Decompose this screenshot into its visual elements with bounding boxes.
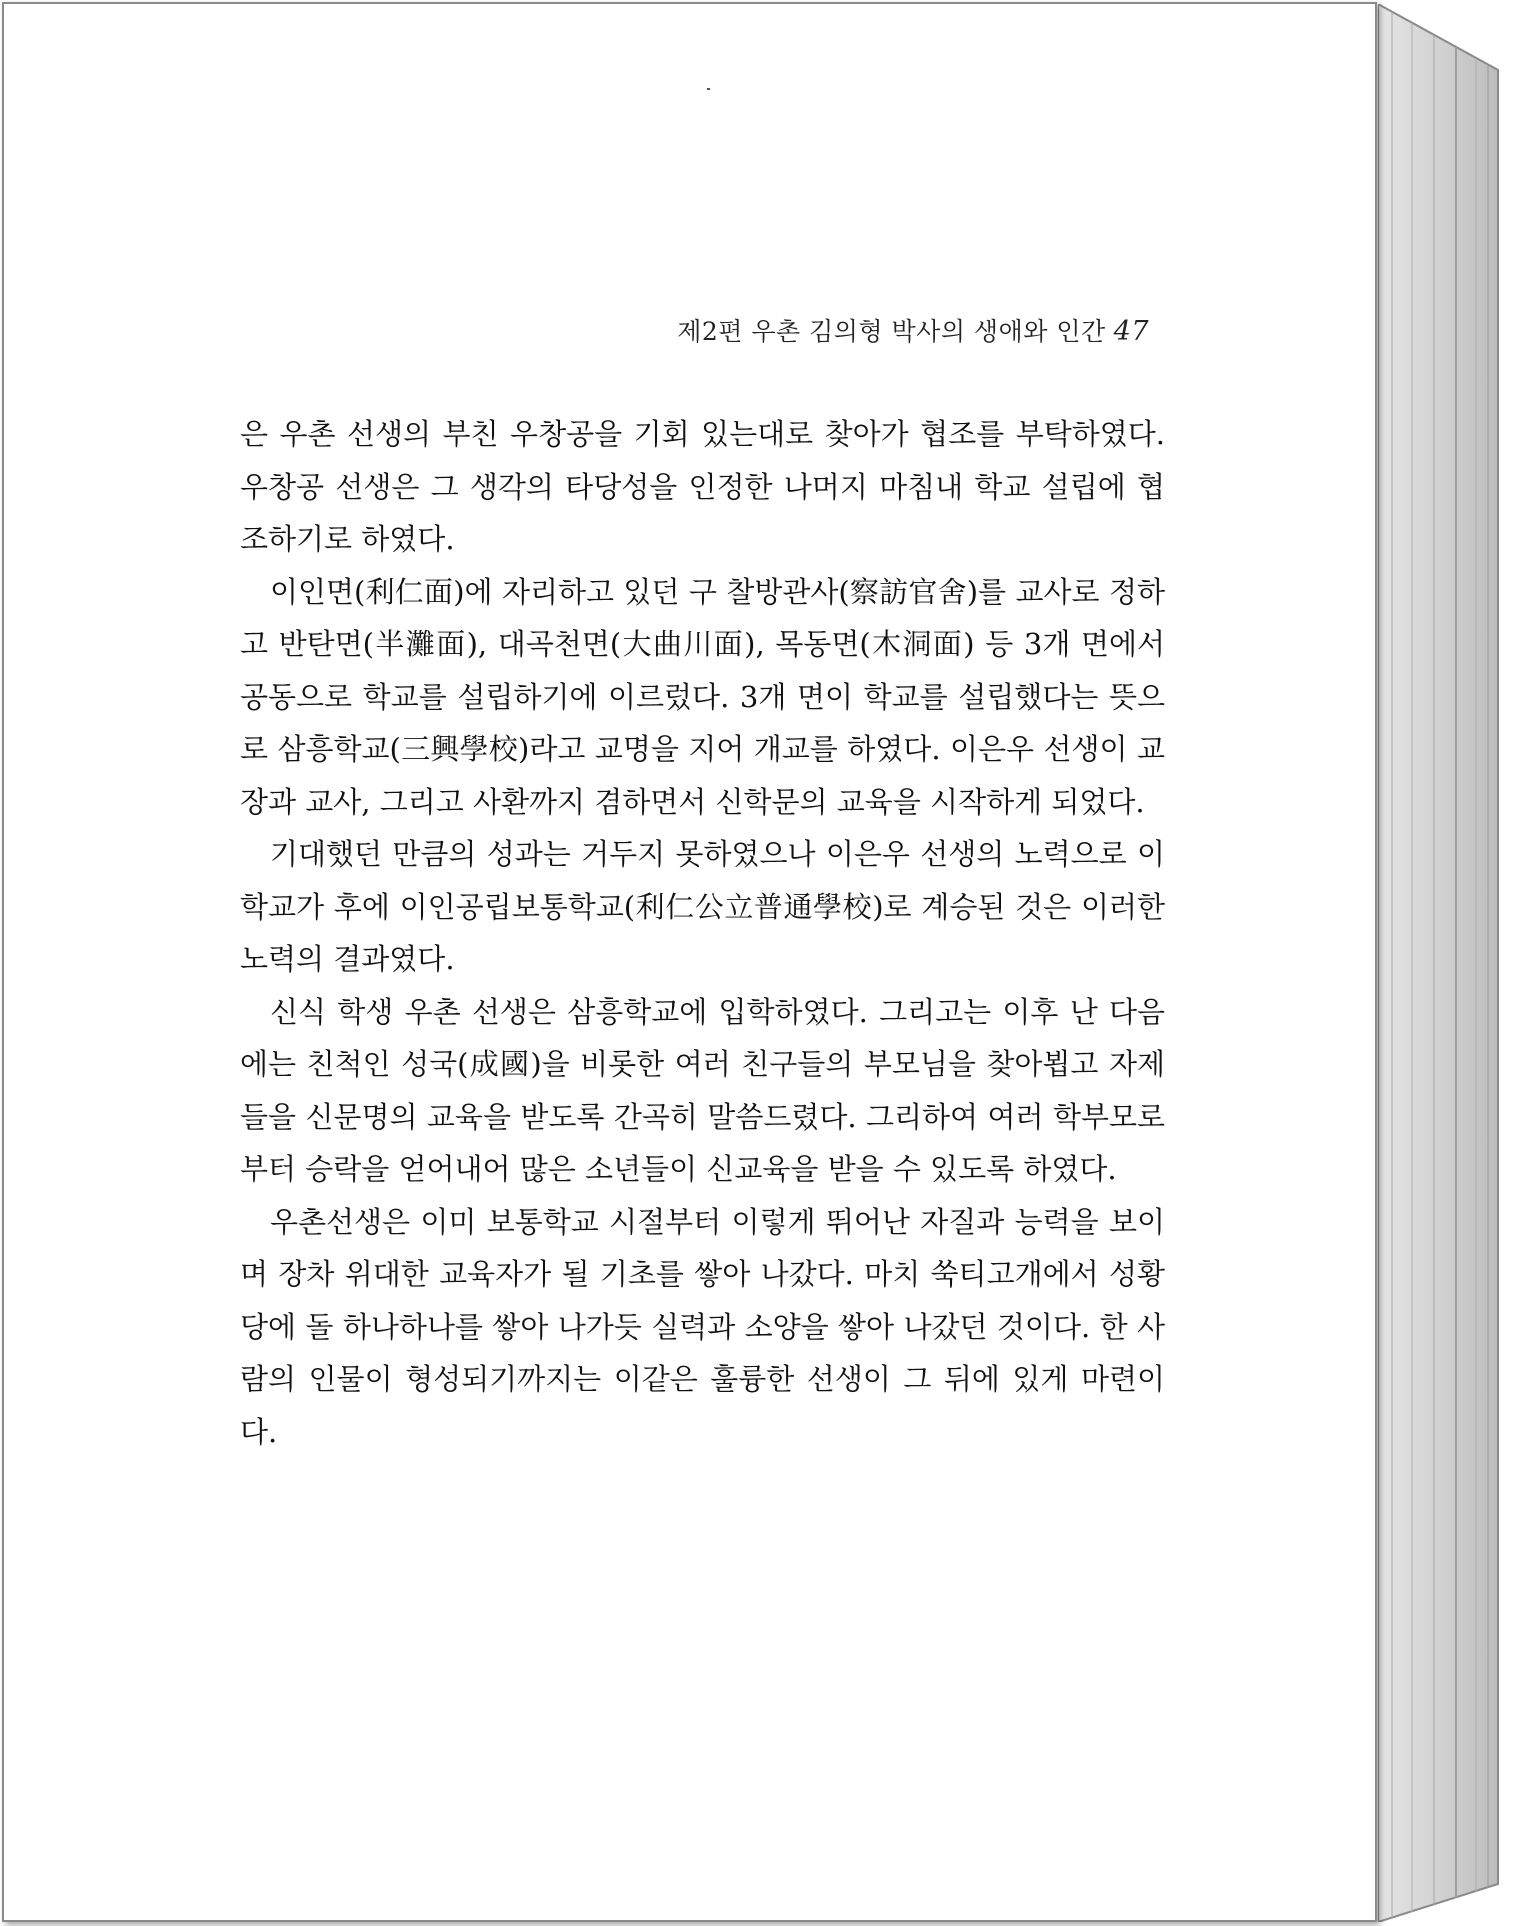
- page-number: 47: [1113, 316, 1149, 347]
- book-page: [2, 2, 1377, 1922]
- paragraph-2: 이인면(利仁面)에 자리하고 있던 구 찰방관사(察訪官舍)를 교사로 정하고 반탄면(半灘面), 대곡천면(大曲川面), 목동면(木洞面) 등 3개 면에서 공동으로 학교를 설립하기에 이르렀다. 3개 면이 학교를 설립했다는 뜻으로 삼흥학교(三興學校)라고 교명을 지어 개교를 하였다. 이은우 선생이 교장과 교사, 그리고 사환까지 겸하면서 신학문의 교육을 시작하게 되었다.: [240, 574, 1165, 819]
- running-head-title: 제2편 우촌 김의형 박사의 생애와 인간: [677, 317, 1106, 346]
- scan-speck: [707, 88, 710, 90]
- paragraph-5: 우촌선생은 이미 보통학교 시절부터 이렇게 뛰어난 자질과 능력을 보이며 장차 위대한 교육자가 될 기초를 쌓아 나갔다. 마치 쑥티고개에서 성황당에 돌 하나하나를 쌓아 나가듯 실력과 소양을 쌓아 나갔던 것이다. 한 사람의 인물이 형성되기까지는 이같은 훌륭한 선생이 그 뒤에 있게 마련이다.: [240, 1204, 1165, 1449]
- running-head: [677, 312, 1149, 348]
- body-text: [240, 408, 1165, 1458]
- paragraph-3: 기대했던 만큼의 성과는 거두지 못하였으나 이은우 선생의 노력으로 이 학교가 후에 이인공립보통학교(利仁公立普通學校)로 계승된 것은 이러한 노력의 결과였다.: [240, 837, 1165, 976]
- paragraph-1: 은 우촌 선생의 부친 우창공을 기회 있는대로 찾아가 협조를 부탁하였다. 우창공 선생은 그 생각의 타당성을 인정한 나머지 마침내 학교 설립에 협조하기로 하였다.: [240, 417, 1165, 556]
- paragraph-4: 신식 학생 우촌 선생은 삼흥학교에 입학하였다. 그리고는 이후 난 다음에는 친척인 성국(成國)을 비롯한 여러 친구들의 부모님을 찾아뵙고 자제들을 신문명의 교육을 받도록 간곡히 말씀드렸다. 그리하여 여러 학부모로부터 승락을 얻어내어 많은 소년들이 신교육을 받을 수 있도록 하였다.: [240, 994, 1165, 1186]
- book-page-edges: [1378, 4, 1504, 1922]
